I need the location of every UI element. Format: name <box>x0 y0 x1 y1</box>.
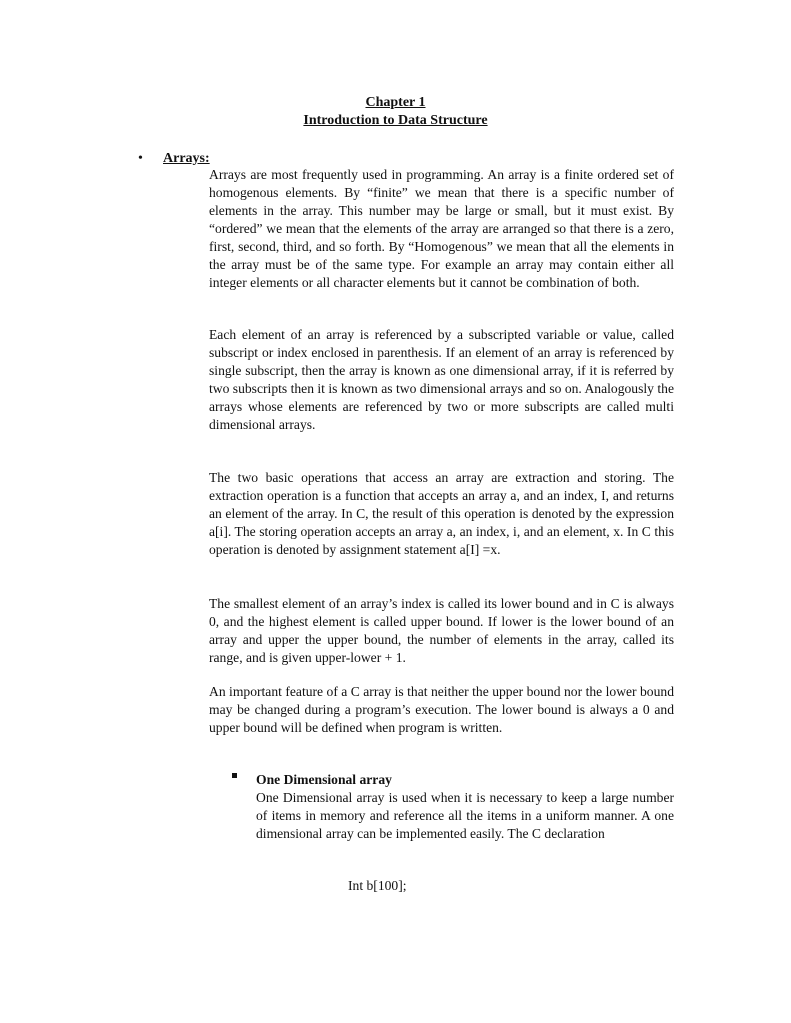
chapter-subtitle: Introduction to Data Structure <box>303 113 488 128</box>
bullet-icon: • <box>138 151 143 166</box>
paragraph: Arrays are most frequently used in programming. An array is a finite ordered set of homogenous elements. By “finite” we mean that there is a specific number of elements in the array. This number may be large or small, but it must exist. By “ordered” we mean that the elements of the array are arranged so that there is a zero, first, second, third, and so forth. By “Homogenous” we mean that all the elements in the array must be of the same type. For example an array may contain either all integer elements or all character elements but it cannot be combination of both. <box>209 167 674 290</box>
chapter-title: Chapter 1 <box>365 95 426 110</box>
square-bullet-icon <box>232 773 237 778</box>
subsection-heading: One Dimensional array <box>256 772 392 787</box>
paragraph: Each element of an array is referenced by a subscripted variable or value, called subscript or index enclosed in parenthesis. If an element of an array is referenced by single subscript, then the array is known as one dimensional array, if it is referred by two subscripts then it is known as two dimensional arrays and so on. Analogously the arrays whose elements are referenced by two or more subscripts are called multi dimensional arrays. <box>209 327 674 432</box>
paragraph: An important feature of a C array is that neither the upper bound nor the lower bound may be changed during a program’s execution. The lower bound is always a 0 and upper bound will be defined when program is written. <box>209 684 674 735</box>
paragraph: The two basic operations that access an array are extraction and storing. The extraction operation is a function that accepts an array a, and an index, I, and returns an element of the array. In C, the result of this operation is denoted by the expression a[i]. The storing operation accepts an array a, an index, i, and an element, x. In C this operation is denoted by assignment statement a[I] =x. <box>209 470 674 557</box>
subsection-paragraph: One Dimensional array is used when it is necessary to keep a large number of items in memory and reference all the items in a uniform manner. A one dimensional array can be implemented easily. The C declaration <box>256 790 674 841</box>
code-declaration: Int b[100]; <box>348 878 407 893</box>
section-heading: Arrays: <box>163 151 210 166</box>
paragraph: The smallest element of an array’s index is called its lower bound and in C is always 0, and the highest element is called upper bound. If lower is the lower bound of an array and upper the upper bound, the number of elements in the array, called its range, and is given upper-lower + 1. <box>209 596 674 665</box>
